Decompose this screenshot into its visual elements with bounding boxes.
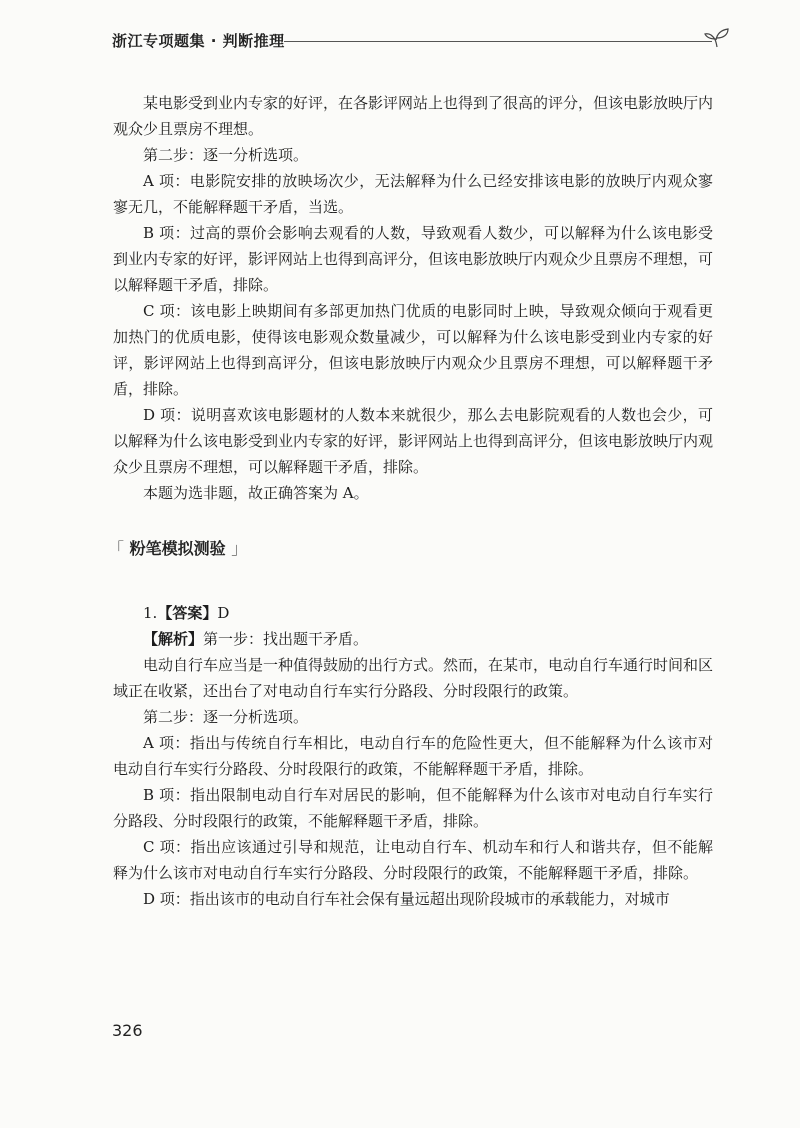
header-rule: [284, 41, 712, 42]
heading-bracket-open: 「: [108, 539, 125, 558]
paragraph: 某电影受到业内专家的好评，在各影评网站上也得到了很高的评分，但该电影放映厅内观众少且票房不理想。: [113, 94, 714, 138]
page-number: 326: [112, 1021, 143, 1040]
analysis-intro: [113, 626, 713, 652]
paragraph: 电动自行车应当是一种值得鼓励的出行方式。然而，在某市，电动自行车通行时间和区域正在收紧，还出台了对电动自行车实行分路段、分时段限行的政策。: [113, 656, 714, 700]
option-a-analysis: A 项：电影院安排的放映场次少，无法解释为什么已经安排该电影的放映厅内观众寥寥无几，不能解释题干矛盾，当选。: [113, 172, 713, 216]
option-a-analysis: A 项：指出与传统自行车相比，电动自行车的危险性更大，但不能解释为什么该市对电动自行车实行分路段、分时段限行的政策，不能解释题干矛盾，排除。: [113, 734, 713, 778]
conclusion: 本题为选非题，故正确答案为 A。: [143, 484, 369, 502]
page-body: [108, 90, 714, 912]
option-c-analysis: C 项：指出应该通过引导和规范，让电动自行车、机动车和行人和谐共存，但不能解释为什么该市对电动自行车实行分路段、分时段限行的政策，不能解释题干矛盾，排除。: [113, 838, 713, 882]
option-b-analysis: B 项：过高的票价会影响去观看的人数，导致观看人数少，可以解释为什么该电影受到业内专家的好评，影评网站上也得到高评分，但该电影放映厅内观众少且票房不理想，可以解释题干矛盾，排除。: [113, 224, 714, 294]
section-heading-text: 粉笔模拟测验: [129, 539, 226, 558]
section-heading: [108, 536, 713, 562]
sprout-leaf-icon: [704, 24, 730, 48]
header-title: 浙江专项题集 · 判断推理: [112, 32, 285, 50]
analysis-step1: 第一步：找出题干矛盾。: [203, 630, 369, 648]
answer-value: D: [217, 604, 230, 622]
option-c-analysis: C 项：该电影上映期间有多部更加热门优质的电影同时上映，导致观众倾向于观看更加热门的优质电影，使得该电影观众数量减少，可以解释为什么该电影受到业内专家的好评，影评网站上也得到高评分，但该电影放映厅内观众少且票房不理想，可以解释题干矛盾，排除。: [113, 302, 713, 398]
running-header: [112, 30, 730, 54]
option-d-analysis: D 项：指出该市的电动自行车社会保有量远超出现阶段城市的承载能力，对城市: [143, 890, 670, 908]
paragraph: 第二步：逐一分析选项。: [143, 708, 309, 726]
paragraph: 第二步：逐一分析选项。: [143, 146, 309, 164]
option-b-analysis: B 项：指出限制电动自行车对居民的影响，但不能解释为什么该市对电动自行车实行分路段、分时段限行的政策，不能解释题干矛盾，排除。: [113, 786, 713, 830]
answer-line: [113, 600, 713, 626]
heading-bracket-close: 」: [231, 539, 248, 558]
option-d-analysis: D 项：说明喜欢该电影题材的人数本来就很少，那么去电影院观看的人数也会少，可以解释为什么该电影受到业内专家的好评，影评网站上也得到高评分，但该电影放映厅内观众少且票房不理想，可以解释题干矛盾，排除。: [113, 406, 714, 476]
answer-label: 【答案】: [157, 604, 218, 622]
analysis-label: 【解析】: [143, 630, 204, 648]
question-number: 1.: [143, 604, 158, 622]
